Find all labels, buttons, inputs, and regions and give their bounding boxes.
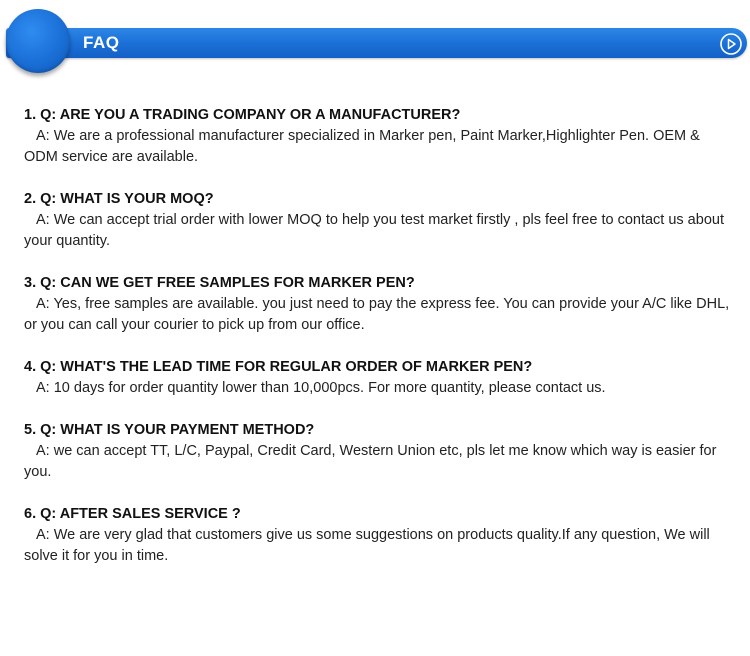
faq-question: 6. Q: AFTER SALES SERVICE ? bbox=[24, 506, 241, 522]
faq-question: 2. Q: WHAT IS YOUR MOQ? bbox=[24, 191, 214, 207]
faq-answer: A: We can accept trial order with lower MOQ to help you test market firstly , pls feel free to contact us about your quantity. bbox=[24, 212, 724, 249]
header-circle-badge bbox=[6, 9, 70, 73]
faq-title: FAQ bbox=[83, 33, 120, 52]
faq-answer: A: We are a professional manufacturer specialized in Marker pen, Paint Marker,Highlighter Pen. OEM & ODM service are available. bbox=[24, 128, 700, 165]
faq-answer: A: we can accept TT, L/C, Paypal, Credit Card, Western Union etc, pls let me know which way is easier for you. bbox=[24, 443, 717, 480]
faq-question: 4. Q: WHAT'S THE LEAD TIME FOR REGULAR ORDER OF MARKER PEN? bbox=[24, 359, 533, 375]
faq-answer: A: 10 days for order quantity lower than 10,000pcs. For more quantity, please contact us. bbox=[36, 380, 606, 396]
faq-item bbox=[24, 189, 736, 252]
faq-question: 5. Q: WHAT IS YOUR PAYMENT METHOD? bbox=[24, 422, 315, 438]
faq-question: 3. Q: CAN WE GET FREE SAMPLES FOR MARKER PEN? bbox=[24, 275, 415, 291]
faq-item bbox=[24, 273, 736, 336]
faq-answer: A: We are very glad that customers give us some suggestions on products quality.If any question, We will solve it for you in time. bbox=[24, 527, 710, 564]
faq-item bbox=[24, 420, 736, 483]
play-circle-icon[interactable] bbox=[719, 32, 743, 56]
faq-question: 1. Q: ARE YOU A TRADING COMPANY OR A MANUFACTURER? bbox=[24, 107, 461, 123]
faq-item bbox=[24, 504, 736, 567]
faq-answer: A: Yes, free samples are available. you just need to pay the express fee. You can provide your A/C like DHL, or you can call your courier to pick up from our office. bbox=[24, 296, 730, 333]
faq-list bbox=[24, 105, 736, 588]
faq-item bbox=[24, 357, 736, 399]
faq-item bbox=[24, 105, 736, 168]
